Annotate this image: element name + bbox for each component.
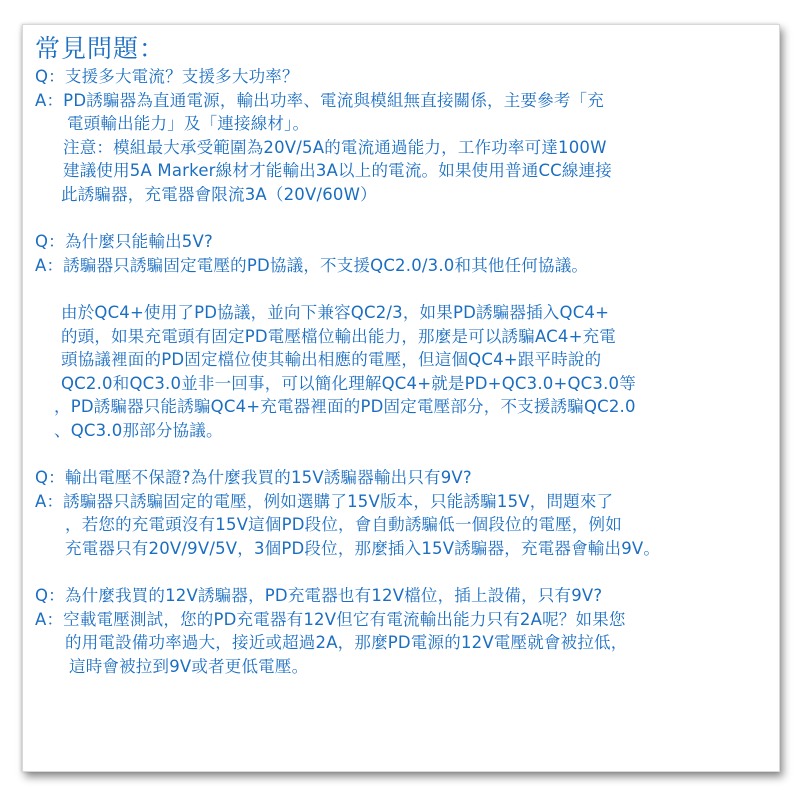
answer-1-note-line-2: 建議使用5A Marker線材才能輸出3A以上的電流。如果使用普通CC線連接 [63,161,612,181]
faq-card [22,24,780,772]
answer-2-detail-line-2: 的頭，如果充電頭有固定PD電壓檔位輸出能力，那麼是可以誘騙AC4+充電 [61,326,616,346]
question-3: Q：輸出電壓不保證?為什麼我買的15V誘騙器輸出只有9V? [35,468,472,488]
answer-1-line-1: A：PD誘騙器為直通電源，輸出功率、電流與模組無直接關係，主要參考「充 [35,90,604,110]
answer-2-detail-line-4: QC2.0和QC3.0並非一回事，可以簡化理解QC4+就是PD+QC3.0+QC3.0等 [61,373,636,393]
answer-1-line-2: 電頭輸出能力」及「連接線材」。 [67,114,310,134]
answer-2-detail-line-6: 、QC3.0那部分協議。 [54,420,223,440]
spacer [35,443,779,467]
answer-1-note-line-3: 此誘騙器，充電器會限流3A（20V/60W） [61,184,377,204]
answer-4-line-3: 這時會被拉到9V或者更低電壓。 [69,656,309,676]
answer-3-line-1: A：誘騙器只誘騙固定的電壓，例如選購了15V版本，只能誘騙15V，問題來了 [35,491,614,511]
faq-content [35,33,779,678]
spacer [35,207,779,231]
answer-4-line-1: A：空載電壓測試，您的PD充電器有12V但它有電流輸出能力只有2A呢？如果您 [35,609,626,629]
faq-title: 常見問題： [35,34,166,63]
answer-2-detail-line-5: ，PD誘騙器只能誘騙QC4+充電器裡面的PD固定電壓部分，不支援誘騙QC2.0 [54,397,636,417]
question-2: Q：為什麼只能輸出5V? [35,232,213,252]
spacer [35,277,779,301]
question-4: Q：為什麼我買的12V誘騙器，PD充電器也有12V檔位，插上設備，只有9V? [35,586,603,606]
answer-2-detail-line-3: 頭協議裡面的PD固定檔位使其輸出相應的電壓，但這個QC4+跟平時說的 [61,350,602,370]
answer-3-line-2: ，若您的充電頭沒有15V這個PD段位，會自動誘騙低一個段位的電壓，例如 [65,515,622,535]
answer-4-line-2: 的用電設備功率過大，接近或超過2A，那麼PD電源的12V電壓就會被拉低， [65,633,628,653]
question-1: Q：支援多大電流？支援多大功率？ [35,67,299,86]
answer-3-line-3: 充電器只有20V/9V/5V，3個PD段位，那麼插入15V誘騙器，充電器會輸出9V。 [65,538,661,558]
answer-2-line-1: A：誘騙器只誘騙固定電壓的PD協議，不支援QC2.0/3.0和其他任何協議。 [35,255,589,275]
answer-1-note-line-1: 注意：模組最大承受範圍為20V/5A的電流通過能力，工作功率可達100W [63,137,607,157]
answer-2-detail-line-1: 由於QC4+使用了PD協議，並向下兼容QC2/3，如果PD誘騙器插入QC4+ [61,302,610,322]
spacer [35,560,779,584]
